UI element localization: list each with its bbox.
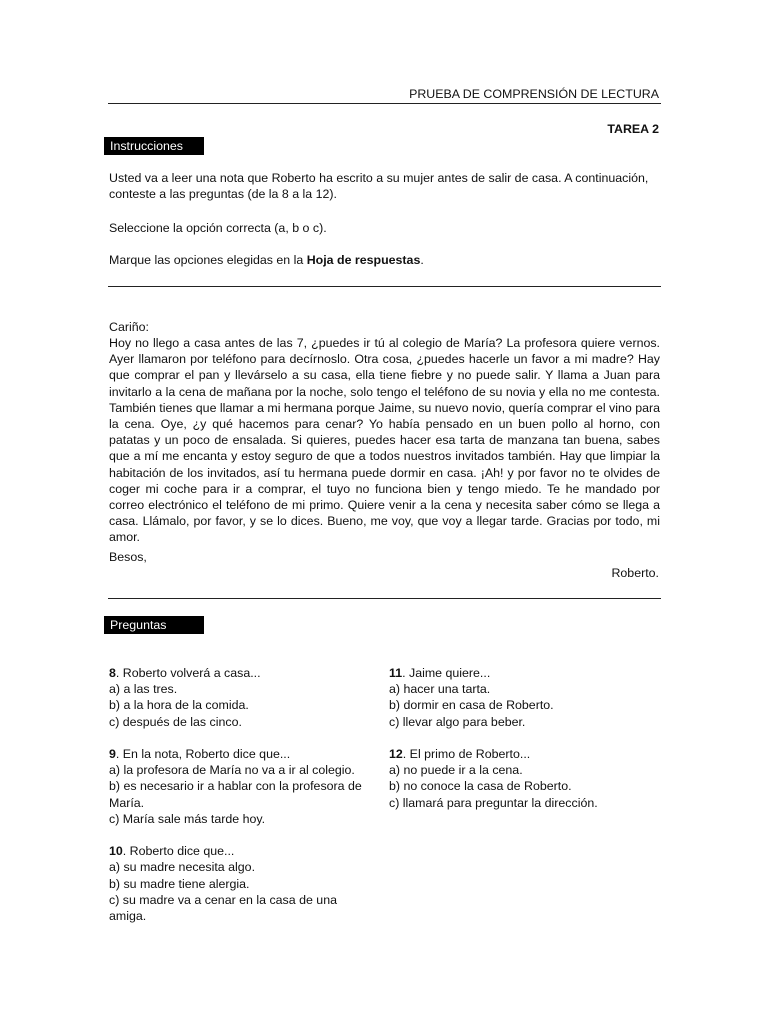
question-number: 11: [389, 666, 403, 680]
instructions-divider: [108, 286, 661, 287]
option-a: a) hacer una tarta.: [389, 682, 491, 697]
answer-sheet-label: Hoja de respuestas: [306, 253, 421, 267]
question-8: [109, 665, 374, 730]
question-10: [109, 843, 374, 924]
question-number: 9: [109, 747, 116, 761]
option-b: b) su madre tiene alergia.: [109, 876, 250, 891]
question-9: [109, 746, 374, 827]
option-b: b) a la hora de la comida.: [109, 698, 249, 713]
question-number: 8: [109, 666, 116, 680]
questions-tag: Preguntas: [104, 616, 204, 634]
question-11: [389, 665, 661, 730]
question-stem: . Roberto volverá a casa...: [115, 666, 261, 680]
option-c: c) su madre va a cenar en la casa de una amiga.: [109, 892, 337, 924]
note-divider: [108, 598, 661, 599]
question-number: 10: [109, 844, 123, 859]
page-header-title: PRUEBA DE COMPRENSIÓN DE LECTURA: [409, 87, 659, 101]
question-12: [389, 746, 661, 811]
option-c: c) María sale más tarde hoy.: [109, 811, 266, 826]
questions-right-column: [389, 665, 661, 827]
question-number: 12: [389, 747, 403, 761]
option-b: b) no conoce la casa de Roberto.: [389, 779, 572, 794]
note-greeting: Cariño:: [109, 320, 149, 334]
instructions-paragraph-3: [109, 252, 660, 268]
instructions-p3-suffix: .: [420, 253, 424, 267]
instructions-tag: Instrucciones: [104, 137, 204, 155]
instructions-p3-prefix: Marque las opciones elegidas en la: [109, 253, 307, 267]
option-c: c) llevar algo para beber.: [389, 714, 526, 729]
note-closing: Besos,: [109, 550, 147, 564]
question-stem: . En la nota, Roberto dice que...: [115, 747, 291, 761]
option-a: a) su madre necesita algo.: [109, 860, 256, 875]
instructions-paragraph-1: Usted va a leer una nota que Roberto ha escrito a su mujer antes de salir de casa. A continuación, conteste a las preguntas (de la 8 a la 12).: [109, 171, 649, 202]
note-body: Hoy no llego a casa antes de las 7, ¿puedes ir tú al colegio de María? La profesora quiere vernos. Ayer llamaron por teléfono para decírnoslo. Otra cosa, ¿puedes hacerle un favor a mi madre? Hay que comprar el pan y llevárselo a su casa, ella tiene fiebre y no puede salir. Y llama a Juan para invitarlo a la cena de mañana por la noche, solo tengo el teléfono de su novia y ella no me contesta. También tienes que llamar a mi hermana porque Jaime, su nuevo novio, quería comprar el vino para la cena. Oye, ¿y qué hacemos para cenar? Yo había pensado en un buen pollo al horno, con patatas y un poco de ensalada. Si quieres, puedes hacer esa tarta de manzana tan buena, sabes que a mí me encanta y estoy seguro de que a todos nuestros invitados también. Hay que limpiar la habitación de los invitados, así tu hermana puede dormir en casa. ¡Ah! y por favor no te olvides de coger mi coche para ir a comprar, el tuyo no funciona bien y tengo miedo. Te he mandado por correo electrónico el teléfono de mi primo. Quiere venir a la cena y necesita saber cómo se llega a casa. Llámalo, por favor, y se lo dices. Bueno, me voy, que voy a llegar tarde. Gracias por todo, mi amor.: [109, 336, 660, 545]
questions-left-column: [109, 665, 374, 940]
note-signature: Roberto.: [611, 566, 659, 580]
option-a: a) la profesora de María no va a ir al colegio.: [109, 763, 355, 778]
option-c: c) después de las cinco.: [109, 714, 242, 729]
question-stem: . Jaime quiere...: [402, 666, 491, 680]
option-b: b) dormir en casa de Roberto.: [389, 698, 554, 713]
option-c: c) llamará para preguntar la dirección.: [389, 795, 598, 810]
option-a: a) a las tres.: [109, 682, 178, 697]
header-divider: [108, 103, 661, 104]
question-stem: . El primo de Roberto...: [402, 747, 531, 761]
question-stem: . Roberto dice que...: [122, 844, 235, 859]
instructions-paragraph-2: Seleccione la opción correcta (a, b o c).: [109, 221, 327, 235]
option-b: b) es necesario ir a hablar con la profesora de María.: [109, 779, 362, 810]
option-a: a) no puede ir a la cena.: [389, 763, 523, 778]
task-label: TAREA 2: [607, 122, 659, 136]
